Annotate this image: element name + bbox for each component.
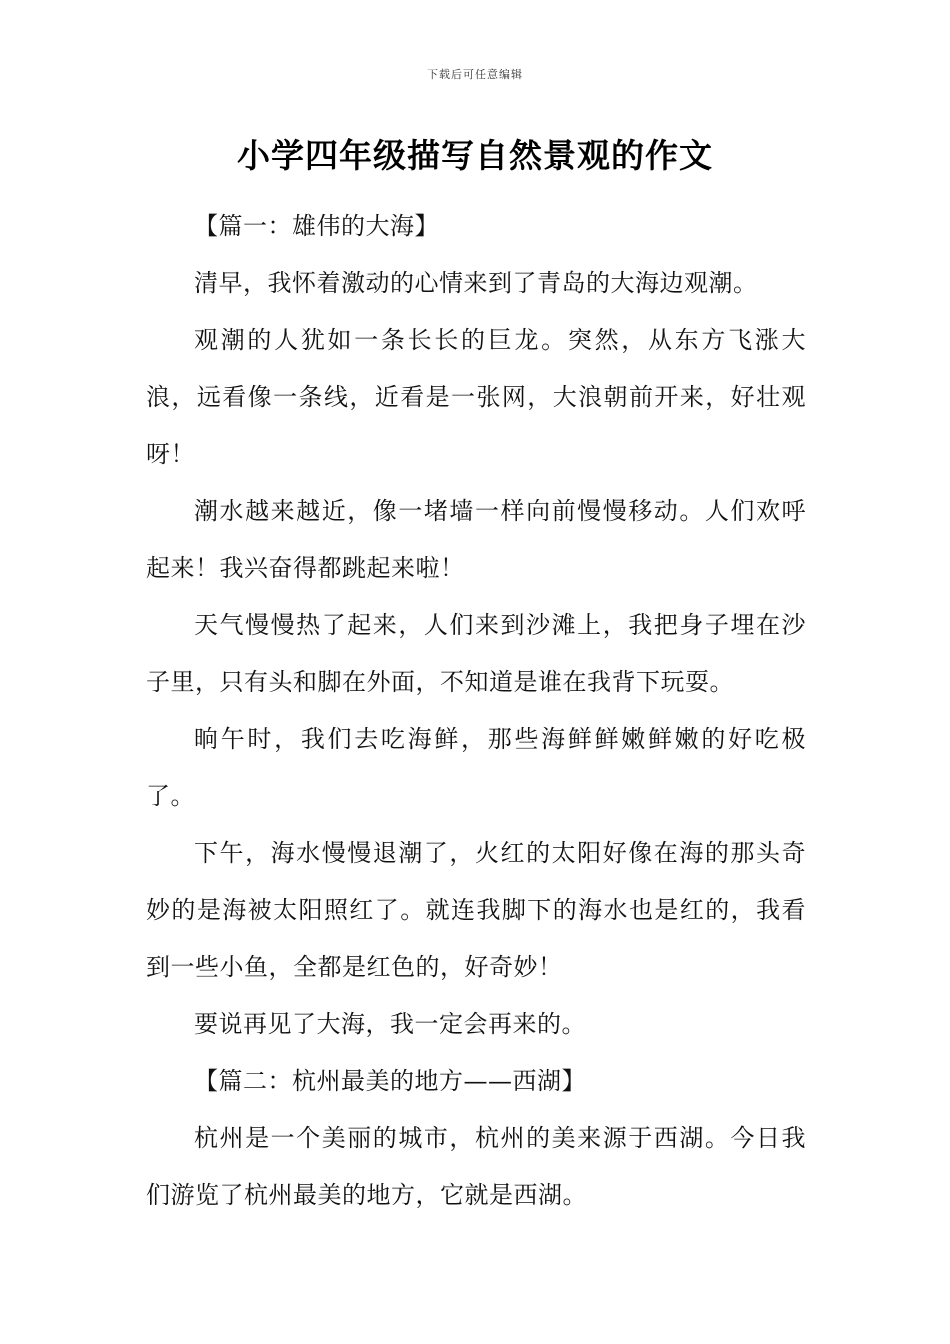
paragraph: 观潮的人犹如一条长长的巨龙。突然，从东方飞涨大浪，远看像一条线，近看是一张网，大浪朝前开来，好壮观呀！ <box>146 326 806 468</box>
document-title: 小学四年级描写自然景观的作文 <box>237 136 713 175</box>
paragraph: 潮水越来越近，像一堵墙一样向前慢慢移动。人们欢呼起来！我兴奋得都跳起来啦！ <box>146 497 806 582</box>
paragraph: 清早，我怀着激动的心情来到了青岛的大海边观潮。 <box>194 269 758 297</box>
header-note: 下载后可任意编辑 <box>427 68 523 81</box>
paragraph: 要说再见了大海，我一定会再来的。 <box>194 1010 586 1038</box>
paragraph: 晌午时，我们去吃海鲜，那些海鲜鲜嫩鲜嫩的好吃极了。 <box>146 725 806 810</box>
section-heading-1: 【篇一：雄伟的大海】 <box>194 212 439 240</box>
paragraph: 天气慢慢热了起来，人们来到沙滩上，我把身子埋在沙子里，只有头和脚在外面，不知道是谁在我背下玩耍。 <box>146 611 806 696</box>
document-body <box>146 198 806 1224</box>
paragraph: 下午，海水慢慢退潮了，火红的太阳好像在海的那头奇妙的是海被太阳照红了。就连我脚下的海水也是红的，我看到一些小鱼，全都是红色的，好奇妙！ <box>146 839 806 981</box>
paragraph: 杭州是一个美丽的城市，杭州的美来源于西湖。今日我们游览了杭州最美的地方，它就是西湖。 <box>146 1124 806 1209</box>
section-heading-2: 【篇二：杭州最美的地方——西湖】 <box>194 1067 586 1095</box>
